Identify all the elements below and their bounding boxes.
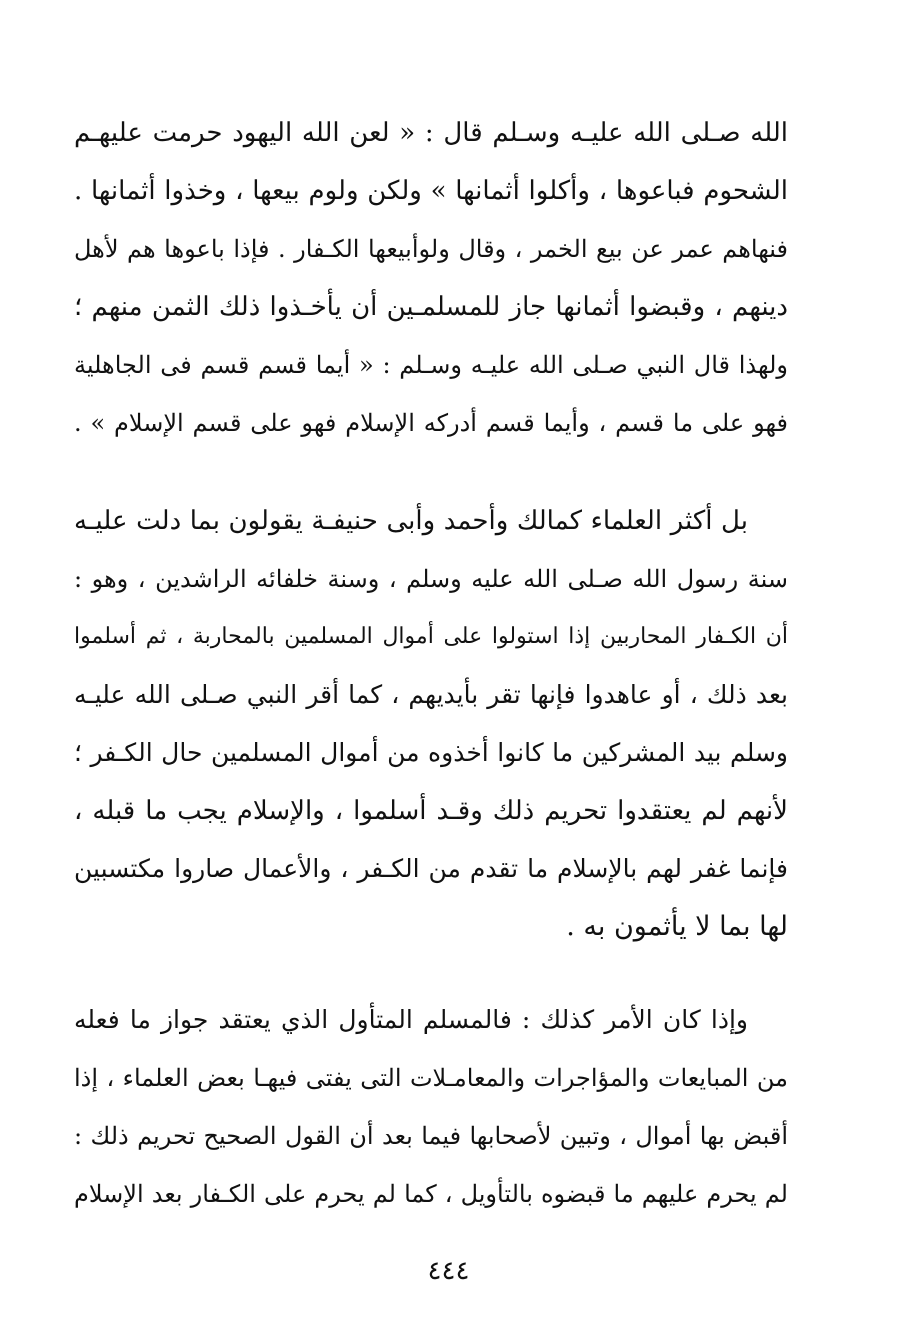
text-line: أن الكـفار المحاربين إذا استولوا على أموال المسلمين بالمحاربة ، ثم أسلموا	[74, 624, 788, 649]
text-line: فنهاهم عمر عن بيع الخمر ، وقال ولوأبيعها الكـفار . فإذا باعوها هم لأهل	[74, 235, 788, 263]
text-line: وإذا كان الأمر كذلك : فالمسلم المتأول الذي يعتقد جواز ما فعله	[74, 1005, 748, 1034]
text-line: ولهذا قال النبي صـلى الله عليـه وسـلم : « أيما قسم قسم فى الجاهلية	[74, 351, 788, 379]
page-number: ٤٤٤	[427, 1256, 470, 1286]
text-line: بل أكثر العلماء كمالك وأحمد وأبى حنيفـة يقولون بما دلت عليـه	[74, 506, 748, 536]
text-line: الشحوم فباعوها ، وأكلوا أثمانها » ولكن ولوم بيعها ، وخذوا أثمانها .	[74, 176, 788, 206]
text-line: لم يحرم عليهم ما قبضوه بالتأويل ، كما لم يحرم على الكـفار بعد الإسلام	[74, 1180, 788, 1208]
paragraph-3	[74, 991, 788, 1223]
text-line: دينهم ، وقبضوا أثمانها جاز للمسلمـين أن يأخـذوا ذلك الثمن منهم ؛	[74, 292, 788, 322]
text-line: الله صـلى الله عليـه وسـلم قال : « لعن الله اليهود حرمت عليهـم	[74, 118, 788, 148]
paragraph-2	[74, 492, 788, 956]
paragraph-1	[74, 104, 788, 452]
text-line: من المبايعات والمؤاجرات والمعامـلات التى يفتى فيهـا بعض العلماء ، إذا	[74, 1064, 788, 1092]
text-line: فإنما غفر لهم بالإسلام ما تقدم من الكـفر ، والأعمال صاروا مكتسبين	[74, 854, 788, 883]
text-line: لها بما لا يأثمون به .	[566, 911, 788, 942]
text-line: لأنهم لم يعتقدوا تحريم ذلك وقـد أسلموا ، والإسلام يجب ما قبله ،	[74, 796, 788, 826]
text-line: بعد ذلك ، أو عاهدوا فإنها تقر بأيديهم ، كما أقر النبي صـلى الله عليـه	[74, 680, 788, 709]
text-line: وسلم بيد المشركين ما كانوا أخذوه من أموال المسلمين حال الكـفر ؛	[74, 738, 788, 767]
text-line: سنة رسول الله صـلى الله عليه وسلم ، وسنة خلفائه الراشدين ، وهو :	[74, 565, 788, 593]
text-line: أقبض بها أموال ، وتبين لأصحابها فيما بعد أن القول الصحيح تحريم ذلك :	[74, 1122, 788, 1150]
text-line: فهو على ما قسم ، وأيما قسم أدركه الإسلام فهو على قسم الإسلام » .	[74, 409, 788, 437]
